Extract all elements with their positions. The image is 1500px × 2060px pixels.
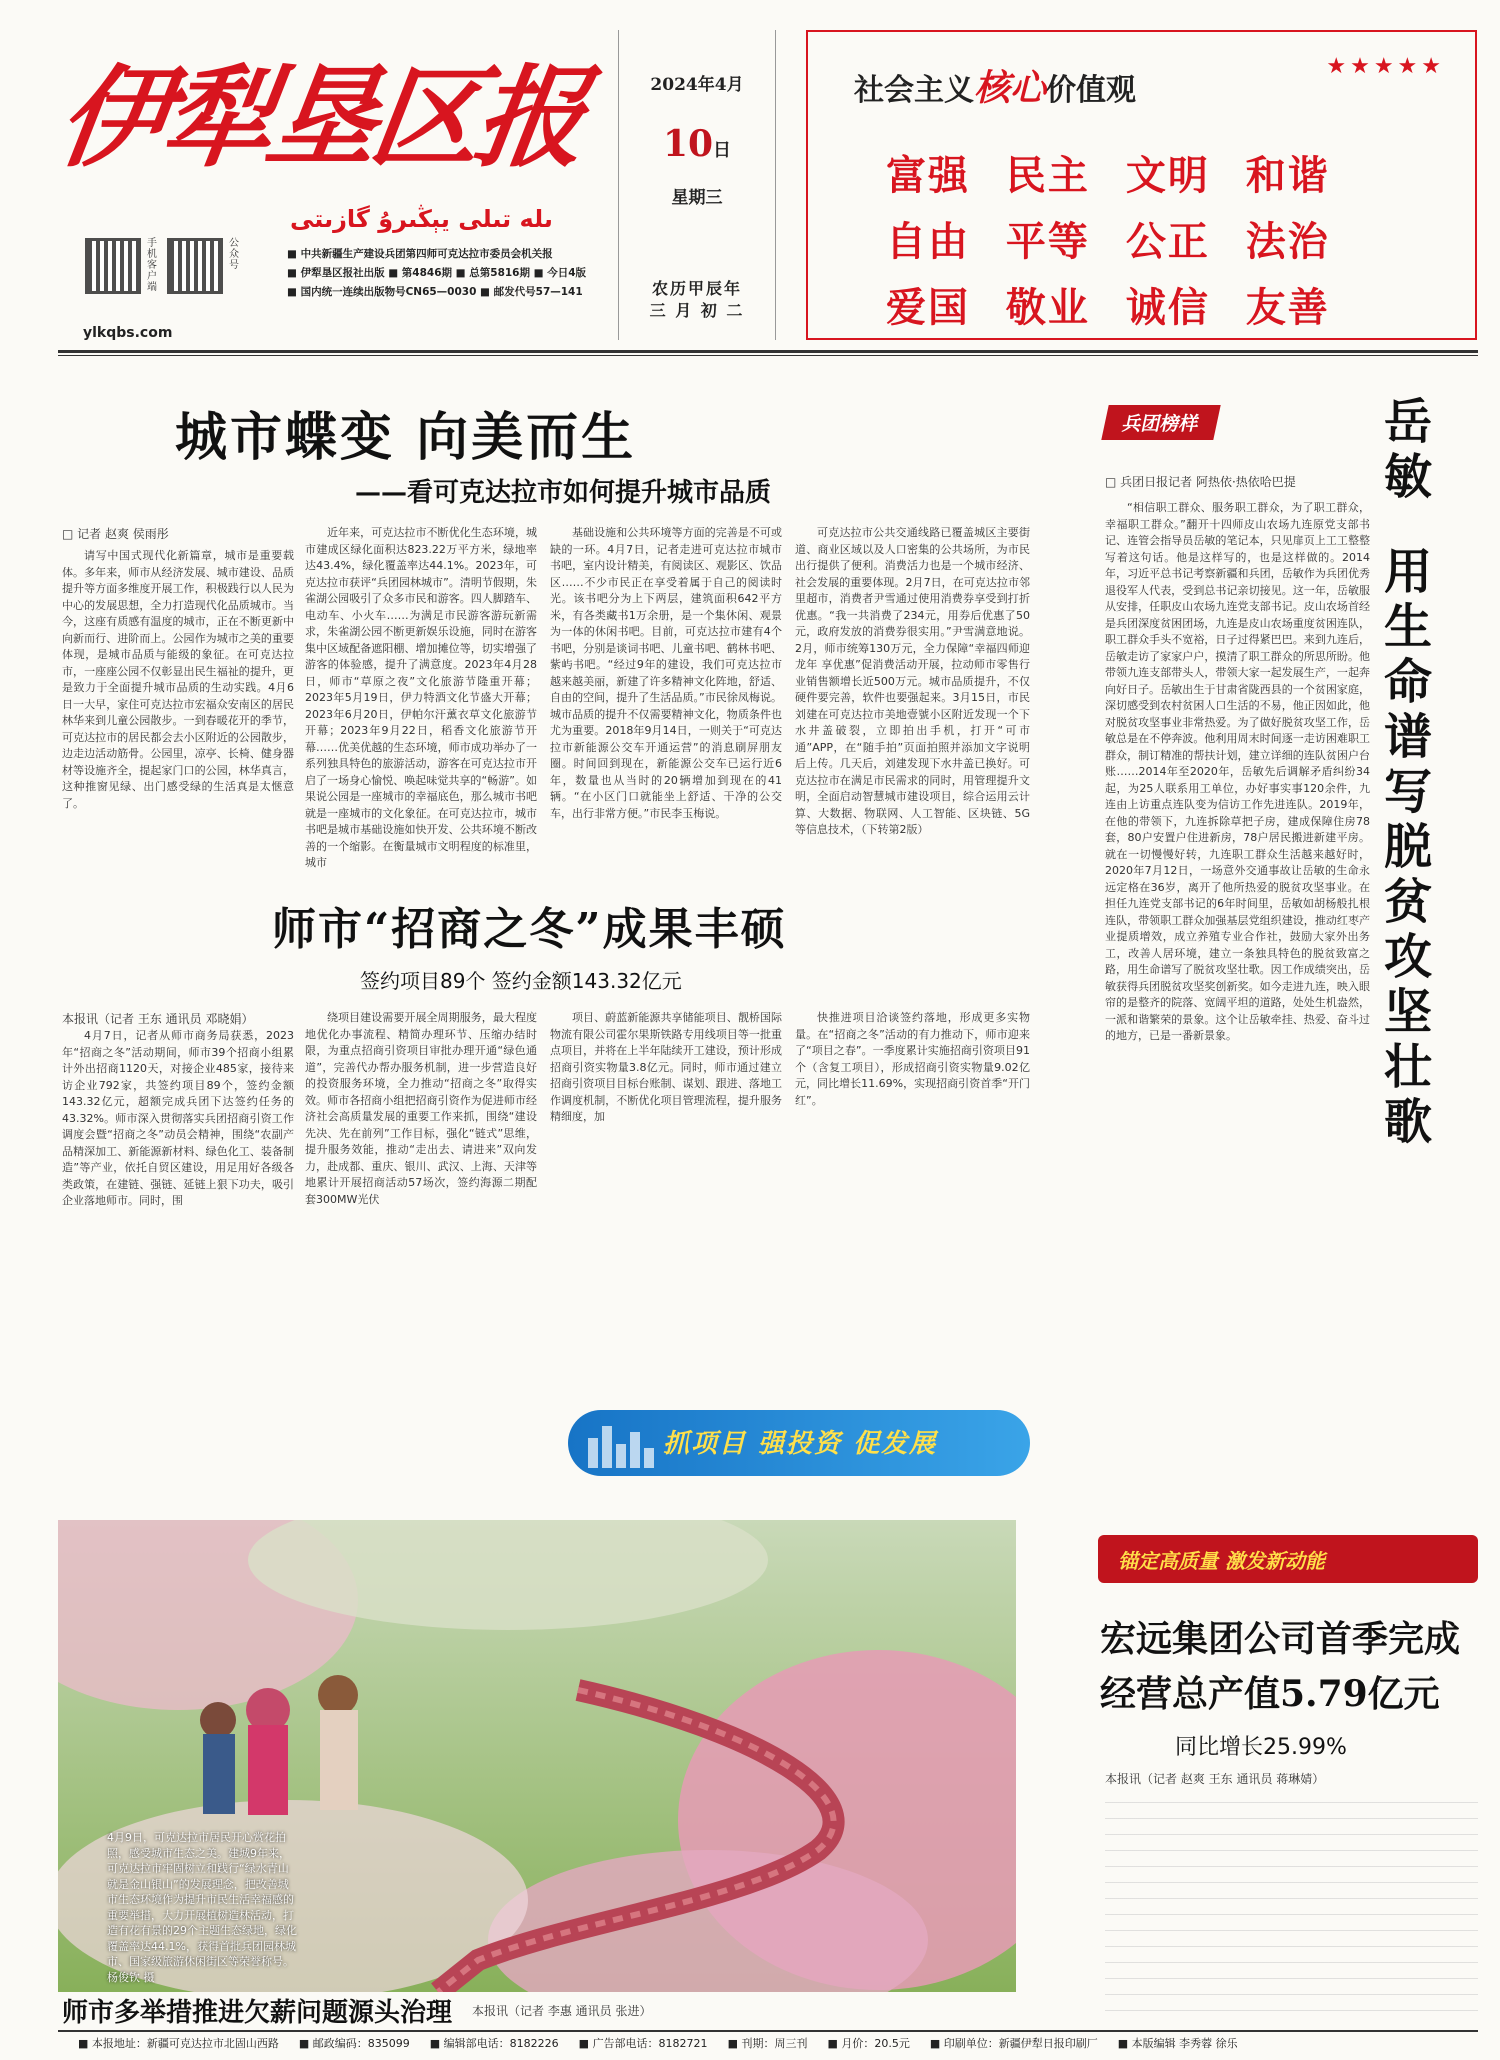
footer-item: ■ 邮政编码：835099 bbox=[299, 2035, 410, 2051]
byline-wages: 本报讯（记者 李惠 通讯员 张进） bbox=[472, 2003, 652, 2018]
subhead-city: ——看可克达拉市如何提升城市品质 bbox=[355, 478, 772, 508]
pubinfo-line: ■ 国内统一连续出版物号CN65—0030 ■ 邮发代号57—141 bbox=[287, 286, 583, 298]
values-row-3: 爱国 敬业 诚信 友善 bbox=[886, 285, 1330, 331]
article-column bbox=[795, 1010, 1030, 1390]
title-char: 攻 bbox=[1383, 929, 1432, 985]
lunar-line1: 农历甲辰年 bbox=[651, 279, 742, 298]
values-title-post: 价值观 bbox=[1046, 73, 1137, 108]
date-day-number: 10 bbox=[662, 123, 714, 165]
byline-city: □ 记者 赵爽 侯雨彤 bbox=[62, 527, 169, 541]
stars-icon: ★★★★★ bbox=[1326, 54, 1445, 79]
qr-code-app bbox=[85, 238, 141, 294]
headline-line: 宏远集团公司首季完成 bbox=[1100, 1618, 1461, 1660]
lunar-line2: 三 月 初 二 bbox=[649, 301, 745, 320]
website-link[interactable]: ylkqbs.com bbox=[83, 325, 173, 341]
headline-wages[interactable]: 师市多举措推进欠薪问题源头治理 bbox=[62, 1997, 453, 2028]
article-text-placeholder bbox=[1105, 1790, 1478, 2020]
sidebar2-tag bbox=[1098, 1535, 1478, 1583]
title-char: 写 bbox=[1383, 764, 1432, 820]
values-title-core: 核心 bbox=[974, 68, 1047, 109]
footer-item: ■ 编辑部电话：8182226 bbox=[430, 2035, 559, 2051]
masthead-logo: 伊犁垦区报 bbox=[51, 53, 590, 182]
article-text: 项目、蔚蓝新能源共享储能项目、靓桥国际物流有限公司霍尔果斯铁路专用线项目等一批重点项目，并将在上半年陆续开工建设，预计形成招商引资实物量3.8亿元。同时，师市通过建立招商引资项目目标台账制、谋划、跟进、落地工作调度机制，不断优化项目管理流程，提升服务精细度，加 bbox=[550, 1011, 782, 1123]
subhead-hongyuan: 同比增长25.99% bbox=[1175, 1735, 1347, 1760]
title-char: 岳 bbox=[1383, 394, 1432, 450]
footer-item: ■ 广告部电话：8182721 bbox=[579, 2035, 708, 2051]
title-char: 壮 bbox=[1383, 1039, 1432, 1095]
subhead-investment: 签约项目89个 签约金额143.32亿元 bbox=[360, 969, 682, 993]
qr-label-app: 手机客户端 bbox=[147, 238, 157, 293]
core-values-title bbox=[854, 60, 1136, 111]
publication-info bbox=[287, 245, 586, 302]
headline-line: 经营总产值5.79亿元 bbox=[1100, 1673, 1440, 1715]
values-row-1: 富强 民主 文明 和谐 bbox=[886, 153, 1330, 199]
article-column bbox=[795, 525, 1030, 868]
headline-city[interactable]: 城市蝶变 向美而生 bbox=[175, 407, 637, 468]
article-text: 快推进项目洽谈签约落地，形成更多实物量。在“招商之冬”活动的有力推动下，师市迎来了“项目之春”。一季度累计实施招商引资项目91个（含复工项目），形成招商引资实物量9.02亿元，同比增长11.69%，实现招商引资首季“开门红”。 bbox=[795, 1011, 1030, 1107]
title-char: 命 bbox=[1383, 654, 1432, 710]
article-column bbox=[550, 1010, 782, 1390]
title-char bbox=[1378, 505, 1438, 545]
footer-item: ■ 印刷单位：新疆伊犁日报印刷厂 bbox=[930, 2035, 1098, 2051]
headline-hongyuan[interactable] bbox=[1100, 1612, 1460, 1722]
date-box bbox=[618, 30, 776, 340]
core-values-box bbox=[806, 30, 1477, 340]
masthead-divider-thin bbox=[58, 355, 1478, 356]
sidebar2-tag-label: 锚定高质量 激发新动能 bbox=[1118, 1549, 1325, 1573]
article-text: 近年来，可克达拉市不断优化生态环境，城市建成区绿化面积达823.22万平方米，绿地率达43.4%，绿化覆盖率达44.1%。2023年，可克达拉市获评“兵团园林城市”。清明节假期，朱雀湖公园吸引了众多市民和游客。四人脚踏车、电动车、小火车……为满足市民游客游玩新需求，朱雀湖公园不断更新娱乐设施，同时在游客集中区域配备遮阳棚、增加摊位等，切实增强了游客的体验感，提升了满意度。2023年4月28日，师市“草原之夜”文化旅游节隆重开幕；2023年5月19日，伊力特酒文化节盛大开幕；2023年6月20日，伊帕尔汗薰衣草文化旅游节开幕；2023年9月22日，稻香文化旅游节开幕……优美优越的生态环境，师市成功举办了一系列独具特色的旅游活动，游客在可克达拉市开启了一场身心愉悦、唤起味觉共享的“畅游”。如果说公园是一座城市的幸福底色，那么城市书吧就是一座城市的文化象征。在可克达拉市，城市书吧是城市基础设施如快开发、公共环境不断改善的一个缩影。在衡量城市文明程度的标准里，城市 bbox=[305, 526, 537, 868]
sidebar-tag-label: 兵团榜样 bbox=[1101, 405, 1220, 440]
title-char: 贫 bbox=[1383, 874, 1432, 930]
qr-code-wechat bbox=[167, 238, 223, 294]
values-title-pre: 社会主义 bbox=[854, 73, 974, 108]
qr-group bbox=[85, 238, 243, 294]
date-year-month: 2024年4月 bbox=[650, 75, 744, 95]
title-char: 歌 bbox=[1383, 1094, 1432, 1150]
promo-banner bbox=[568, 1410, 1030, 1476]
article-column bbox=[550, 525, 782, 868]
pubinfo-line: ■ 中共新疆生产建设兵团第四师可克达拉市委员会机关报 bbox=[287, 248, 553, 260]
masthead-uyghur: ىلە تىلى يېڭىرۇ گازىتى bbox=[290, 205, 553, 233]
sidebar-tag bbox=[1105, 405, 1217, 440]
article-text: 请写中国式现代化新篇章，城市是重要载体。多年来，师市从经济发展、城市建设、品质提升等方面多维度开展工作，积极践行以人民为中心的发展思想，全力打造现代化品质城市。当今，这座有质感有温度的城市，正在不断更新中向新而行、进阶而上。公园作为城市之美的重要体现，是城市品质与能级的象征。在可克达拉市，一座座公园不仅彰显出民生福祉的提升，更是致力于全面提升城市品质的生动实践。4月6日一大早，家住可克达拉市宏福众安南区的居民林华来到儿童公园散步。一到春暖花开的季节，可克达拉市的居民都会去小区附近的公园散步，边走边活动筋骨。公园里，凉亭、长椅、健身器材等设施齐全，提起家门口的公园，林华真言，这种推窗见绿、出门感受绿的生活真是太惬意了。 bbox=[62, 549, 294, 810]
title-char: 脱 bbox=[1383, 819, 1432, 875]
title-char: 生 bbox=[1383, 599, 1432, 655]
headline-investment[interactable]: 师市“招商之冬”成果丰硕 bbox=[272, 904, 787, 955]
banner-text: 抓项目 强投资 促发展 bbox=[663, 1429, 938, 1459]
date-day bbox=[619, 123, 775, 165]
title-char: 谱 bbox=[1383, 709, 1432, 765]
masthead-divider bbox=[58, 350, 1478, 353]
pubinfo-line: ■ 伊犁垦区报社出版 ■ 第4846期 ■ 总第5816期 ■ 今日4版 bbox=[287, 267, 587, 279]
sidebar2-byline: 本报讯（记者 赵爽 王东 通讯员 蒋琳婧） bbox=[1105, 1772, 1325, 1786]
city-skyline-icon bbox=[588, 1418, 658, 1468]
title-char: 坚 bbox=[1383, 984, 1432, 1040]
title-char: 用 bbox=[1383, 544, 1432, 600]
footer-bar bbox=[58, 2030, 1478, 2054]
footer-item: ■ 本版编辑 李秀蓉 徐乐 bbox=[1118, 2035, 1238, 2051]
date-day-unit: 日 bbox=[713, 140, 732, 161]
article-text: 基础设施和公共环境等方面的完善是不可或缺的一环。4月7日，记者走进可克达拉市城市书吧，室内设计精美，有阅读区、观影区、饮品区……不少市民正在享受着属于自己的阅读时光。该书吧分为上下两层，建筑面积642平方米，有各类藏书1万余册，是一个集休闲、观景为一体的休闲书吧。目前，可克达拉市建有4个书吧，分别是谈词书吧、儿童书吧、鹤林书吧、紫屿书吧。“经过9年的建设，我们可克达拉市越来越美丽，新建了许多精神文化阵地，舒适、自由的空间，提升了生活品质。”市民徐凤梅说。城市品质的提升不仅需要精神文化，物质条件也尤为重要。2018年9月14日，一则关于“可克达拉市新能源公交车开通运营”的消息刷屏朋友圈。时间回到现在，新能源公交车已运行近6年，数量也从当时的20辆增加到现在的41辆。“在小区门口就能坐上舒适、干净的公交车，出行非常方便。”市民李玉梅说。 bbox=[550, 526, 782, 820]
date-lunar bbox=[619, 278, 775, 322]
article-column bbox=[62, 548, 294, 868]
sidebar-byline: □ 兵团日报记者 阿热依·热依哈巴提 bbox=[1105, 475, 1296, 489]
qr-label-wechat: 公众号 bbox=[229, 238, 239, 271]
article3-header bbox=[62, 1995, 1022, 2028]
article-text: 可克达拉市公共交通线路已覆盖城区主要街道、商业区域以及人口密集的公共场所，为市民出行提供了便利。消费活力也是一个城市经济、社会发展的重要体现。2月7日，在可克达拉市邻里超市，消费者尹雪通过使用消费券享受到打折优惠。“我一共消费了234元，用券后优惠了50元，政府发放的消费券很实用。”尹雪满意地说。2月，师市统筹130万元，全力保障“幸福四师迎龙年 享优惠”促消费活动开展，拉动师市零售行业销售额增长近500万元。城市品质提升，不仅硬件要完善，软件也要强起来。3月15日，市民刘建在可克达拉市美地壹號小区附近发现一个下水井盖破裂，立即拍出手机，打开“可市通”APP，在“随手拍”页面拍照并添加文字说明后上传。几天后，刘建发现下水井盖已换好。可克达拉市在满足市民需求的同时，用管理提升文明，全面启动智慧城市建设项目，综合运用云计算、大数据、物联网、人工智能、区块链、5G等信息技术，（下转第2版） bbox=[795, 526, 1030, 836]
article-text: “相信职工群众、服务职工群众，为了职工群众，幸福职工群众。”翻开十四师皮山农场九连原党支部书记、连管会指导员岳敏的笔记本，只见扉页上工工整整写着这句话。他是这样写的，也是这样做的。2014年，习近平总书记考察新疆和兵团，岳敏作为兵团优秀退役军人代表，受到总书记亲切接见。这一年，岳敏服从安排，任职皮山农场九连党支部书记。皮山农场首经是兵团深度贫困团场，九连是皮山农场重度贫困连队，职工群众手头不宽裕，日子过得紧巴巴。来到九连后，岳敏走访了家家户户，摸清了职工群众的所思所盼。他带领九连支部带头人，带领大家一起发展生产，一起奔向好日子。岳敏出生于甘肃省陇西县的一个贫困家庭，深切感受到农村贫困人口生活的不易，他正因如此，他对脱贫攻坚事业非常热爱。为了做好脱贫攻坚工作，岳敏总是在不停奔波。他利用周末时间逐一走访困难职工群众，制订精准的帮扶计划，建立详细的连队贫困户台账……2014年至2020年，岳敏先后调解矛盾纠纷34起，为25人联系用工单位，办好事实事120余件，九连由上访重点连队变为信访工作先进连队。2019年，在他的带领下，九连拆除草把子房，建成保障住房78套，80户安置户住进新房，78户居民搬进新建平房。就在一切慢慢好转，九连职工群众生活越来越好时，2020年7月12日，一场意外交通事故让岳敏的生命永远定格在36岁，离开了他所热爱的脱贫攻坚事业。在担任九连党支部书记的6年时间里，岳敏如胡杨般扎根连队，带领职工群众加强基层党组织建设，推动红枣产业提质增效，成立养殖专业合作社，鼓励大家外出务工，改善人居环境，建立一条独具特色的脱贫致富之路，用生命谱写了脱贫攻坚壮歌。因工作成绩突出，岳敏获得兵团脱贫攻坚奖创新奖。如今走进九连，映入眼帘的是整齐的院落、宽阔平坦的道路，处处生机盎然，一派和谐繁荣的景象。这个让岳敏牵挂、热爱、奋斗过的地方，已是一番新景象。 bbox=[1105, 501, 1370, 1042]
article-text: 绕项目建设需要开展全周期服务，最大程度地优化办事流程、精简办理环节、压缩办结时限，为重点招商引资项目审批办理开通“绿色通道”，完善代办帮办服务机制，进一步营造良好的投资服务环境，全力推动“招商之冬”取得实效。师市各招商小组把招商引资作为促进师市经济社会高质量发展的重要工作来抓，围绕“建设先决、先在前列”工作目标，强化“链式”思维，提升服务效能，推动“走出去、请进来”双向发力，赴成都、重庆、银川、武汉、上海、天津等地累计开展招商活动57场次，签约海源二期配套300MW光伏 bbox=[305, 1011, 537, 1206]
article-column bbox=[62, 1028, 294, 1483]
values-row-2: 自由 平等 公正 法治 bbox=[886, 219, 1330, 265]
footer-item: ■ 刊期：周三刊 bbox=[728, 2035, 808, 2051]
article-column bbox=[305, 525, 537, 868]
byline-investment: 本报讯（记者 王东 通讯员 邓晓娟） bbox=[62, 1012, 254, 1026]
article-column bbox=[305, 1010, 537, 1390]
footer-item: ■ 月价：20.5元 bbox=[827, 2035, 909, 2051]
sidebar-vertical-title[interactable] bbox=[1378, 395, 1438, 1150]
sidebar-body bbox=[1105, 500, 1370, 1500]
photo-caption: 4月9日，可克达拉市居民开心赏花拍照，感受城市生态之美。建城9年来，可克达拉市牢固树立和践行“绿水青山就是金山银山”的发展理念，把改善城市生态环境作为提升市民生活幸福感的重要举措，大力开展植树造林活动，打造有花有景的29个主题生态绿地，绿化覆盖率达44.1%，获得首批兵团园林城市、国家级旅游休闲街区等荣誉称号。 杨俊钦 摄 bbox=[107, 1831, 297, 1984]
article-text: 4月7日，记者从师市商务局获悉，2023年“招商之冬”活动期间，师市39个招商小组累计外出招商1120天，对接企业485家，接待来访企业792家，共签约项目89个，签约金额143.32亿元，超额完成兵团下达签约任务的43.32%。师市深入贯彻落实兵团招商引资工作调度会暨“招商之冬”动员会精神，围绕“农副产品精深加工、新能源新材料、绿色化工、装备制造”等产业，依托自贸区建设，用足用好各级各类政策，在建链、强链、延链上狠下功夫，吸引企业落地师市。同时，围 bbox=[62, 1029, 294, 1207]
title-char: 敏 bbox=[1383, 449, 1432, 505]
date-weekday: 星期三 bbox=[671, 188, 723, 208]
footer-item: ■ 本报地址：新疆可克达拉市北固山西路 bbox=[78, 2035, 279, 2051]
